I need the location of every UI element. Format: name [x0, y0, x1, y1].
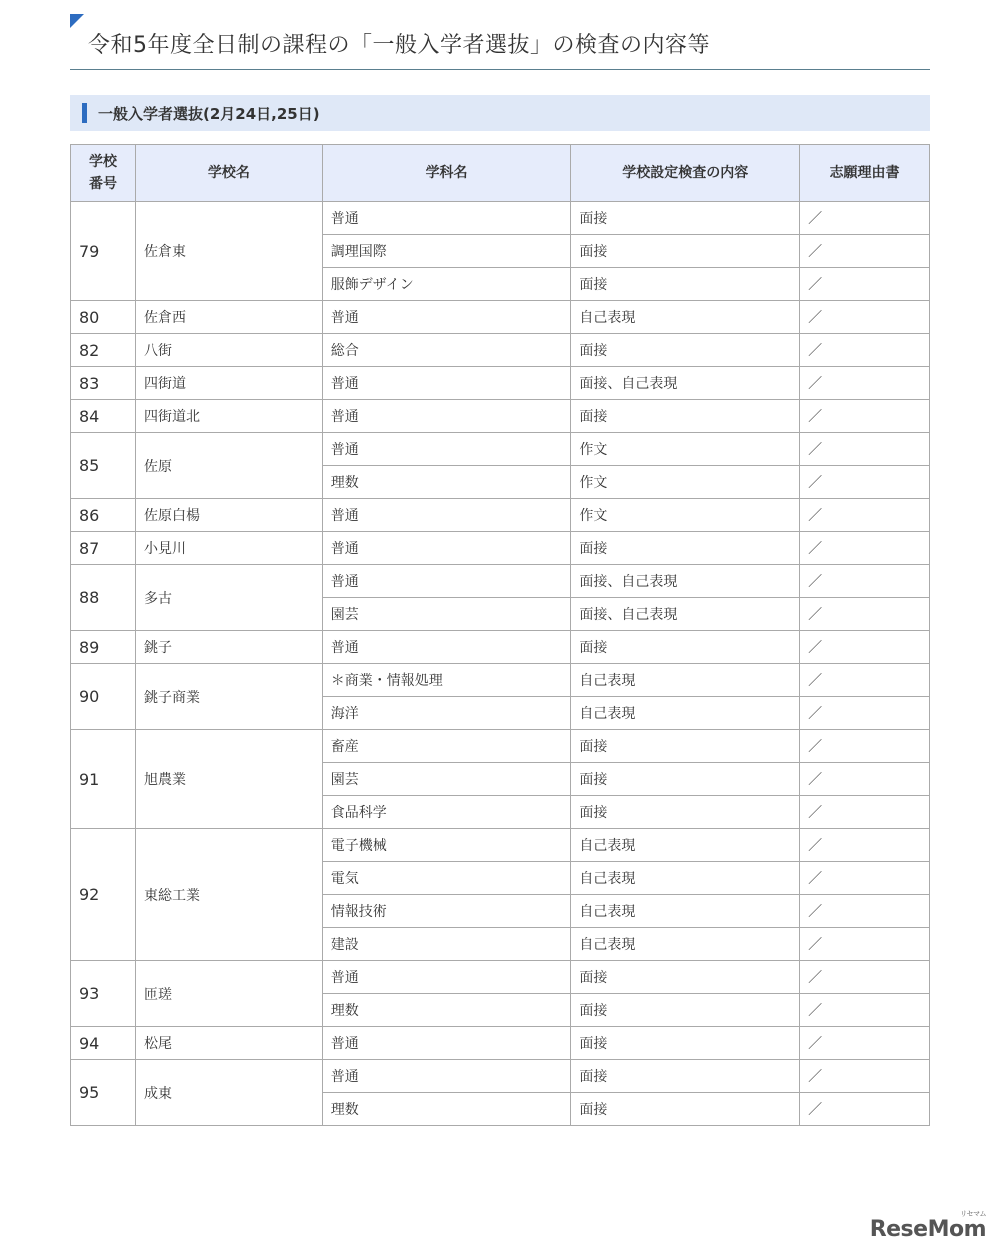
- department-name: 畜産: [322, 730, 571, 763]
- table-row: [71, 367, 930, 400]
- reason-document-na: ／: [800, 334, 930, 367]
- exam-content: 面接: [571, 763, 800, 796]
- school-name: 佐倉東: [135, 202, 322, 301]
- reason-document-na: ／: [800, 928, 930, 961]
- table-row: [71, 499, 930, 532]
- exam-content: 自己表現: [571, 301, 800, 334]
- exam-content: 面接: [571, 1060, 800, 1093]
- school-name: 松尾: [135, 1027, 322, 1060]
- exam-content: 自己表現: [571, 895, 800, 928]
- section-title: 一般入学者選抜(2月24日,25日): [98, 105, 320, 123]
- school-name: 銚子: [135, 631, 322, 664]
- reason-document-na: ／: [800, 1060, 930, 1093]
- exam-content: 自己表現: [571, 664, 800, 697]
- reason-document-na: ／: [800, 664, 930, 697]
- department-name: 理数: [322, 466, 571, 499]
- page-title: 令和5年度全日制の課程の「一般入学者選抜」の検査の内容等: [88, 33, 710, 58]
- section-header: [70, 95, 930, 131]
- exam-content: 自己表現: [571, 829, 800, 862]
- department-name: 普通: [322, 631, 571, 664]
- school-name: 佐原: [135, 433, 322, 499]
- section-bar: [82, 103, 87, 123]
- header-school-number: 学校 番号: [71, 145, 136, 202]
- exam-content: 面接: [571, 400, 800, 433]
- school-number: 84: [71, 400, 136, 433]
- exam-content: 面接、自己表現: [571, 565, 800, 598]
- department-name: 理数: [322, 1093, 571, 1126]
- table-row: [71, 202, 930, 235]
- department-name: 食品科学: [322, 796, 571, 829]
- school-number: 93: [71, 961, 136, 1027]
- department-name: 普通: [322, 433, 571, 466]
- exam-content: 作文: [571, 466, 800, 499]
- school-number: 95: [71, 1060, 136, 1126]
- reason-document-na: ／: [800, 631, 930, 664]
- reason-document-na: ／: [800, 730, 930, 763]
- school-name: 八街: [135, 334, 322, 367]
- school-number: 83: [71, 367, 136, 400]
- department-name: 総合: [322, 334, 571, 367]
- school-name: 匝瑳: [135, 961, 322, 1027]
- department-name: ＊商業・情報処理: [322, 664, 571, 697]
- exam-content: 面接: [571, 796, 800, 829]
- department-name: 普通: [322, 565, 571, 598]
- department-name: 海洋: [322, 697, 571, 730]
- header-reason-document: 志願理由書: [800, 145, 930, 202]
- table-row: [71, 631, 930, 664]
- title-divider: [70, 69, 930, 70]
- table-row: [71, 1027, 930, 1060]
- school-number: 91: [71, 730, 136, 829]
- table-row: [71, 1060, 930, 1093]
- exam-content: 面接: [571, 961, 800, 994]
- school-number: 85: [71, 433, 136, 499]
- department-name: 普通: [322, 1060, 571, 1093]
- school-name: 成東: [135, 1060, 322, 1126]
- exam-content: 自己表現: [571, 697, 800, 730]
- reason-document-na: ／: [800, 433, 930, 466]
- reason-document-na: ／: [800, 202, 930, 235]
- exam-content: 面接: [571, 994, 800, 1027]
- logo-text: ReseMom: [869, 1217, 986, 1242]
- header-department: 学科名: [322, 145, 571, 202]
- table-row: [71, 400, 930, 433]
- reason-document-na: ／: [800, 565, 930, 598]
- reason-document-na: ／: [800, 499, 930, 532]
- school-number: 80: [71, 301, 136, 334]
- school-number: 87: [71, 532, 136, 565]
- exam-content: 面接: [571, 334, 800, 367]
- header-school-name: 学校名: [135, 145, 322, 202]
- reason-document-na: ／: [800, 895, 930, 928]
- exam-content: 面接: [571, 532, 800, 565]
- school-number: 89: [71, 631, 136, 664]
- department-name: 普通: [322, 499, 571, 532]
- exam-table: [70, 144, 930, 1126]
- logo-subtext: リセマム: [960, 1210, 986, 1218]
- table-row: [71, 433, 930, 466]
- table-row: [71, 334, 930, 367]
- exam-content: 自己表現: [571, 862, 800, 895]
- reason-document-na: ／: [800, 763, 930, 796]
- school-name: 四街道: [135, 367, 322, 400]
- school-number: 79: [71, 202, 136, 301]
- school-name: 佐倉西: [135, 301, 322, 334]
- resemom-logo: [869, 1210, 986, 1242]
- reason-document-na: ／: [800, 1093, 930, 1126]
- department-name: 情報技術: [322, 895, 571, 928]
- department-name: 普通: [322, 532, 571, 565]
- department-name: 普通: [322, 1027, 571, 1060]
- school-number: 90: [71, 664, 136, 730]
- table-row: [71, 829, 930, 862]
- department-name: 電気: [322, 862, 571, 895]
- reason-document-na: ／: [800, 532, 930, 565]
- exam-content: 面接: [571, 631, 800, 664]
- table-row: [71, 301, 930, 334]
- table-row: [71, 664, 930, 697]
- table-row: [71, 532, 930, 565]
- header-exam-content: 学校設定検査の内容: [571, 145, 800, 202]
- table-header-row: [71, 145, 930, 202]
- exam-content: 面接: [571, 730, 800, 763]
- reason-document-na: ／: [800, 829, 930, 862]
- exam-content: 面接: [571, 1027, 800, 1060]
- school-name: 旭農業: [135, 730, 322, 829]
- reason-document-na: ／: [800, 268, 930, 301]
- school-name: 多古: [135, 565, 322, 631]
- department-name: 園芸: [322, 763, 571, 796]
- exam-content: 面接: [571, 235, 800, 268]
- school-name: 銚子商業: [135, 664, 322, 730]
- exam-content: 面接: [571, 268, 800, 301]
- school-name: 佐原白楊: [135, 499, 322, 532]
- reason-document-na: ／: [800, 235, 930, 268]
- exam-content: 面接: [571, 202, 800, 235]
- reason-document-na: ／: [800, 1027, 930, 1060]
- department-name: 理数: [322, 994, 571, 1027]
- reason-document-na: ／: [800, 400, 930, 433]
- department-name: 電子機械: [322, 829, 571, 862]
- exam-content: 作文: [571, 499, 800, 532]
- reason-document-na: ／: [800, 796, 930, 829]
- exam-content: 自己表現: [571, 928, 800, 961]
- department-name: 服飾デザイン: [322, 268, 571, 301]
- school-number: 82: [71, 334, 136, 367]
- department-name: 普通: [322, 301, 571, 334]
- exam-content: 面接、自己表現: [571, 367, 800, 400]
- reason-document-na: ／: [800, 367, 930, 400]
- department-name: 普通: [322, 367, 571, 400]
- department-name: 普通: [322, 961, 571, 994]
- table-row: [71, 730, 930, 763]
- table-row: [71, 961, 930, 994]
- exam-content: 面接、自己表現: [571, 598, 800, 631]
- reason-document-na: ／: [800, 466, 930, 499]
- school-name: 東総工業: [135, 829, 322, 961]
- department-name: 調理国際: [322, 235, 571, 268]
- department-name: 普通: [322, 400, 571, 433]
- reason-document-na: ／: [800, 598, 930, 631]
- school-number: 94: [71, 1027, 136, 1060]
- reason-document-na: ／: [800, 697, 930, 730]
- table-body: [71, 202, 930, 1126]
- school-number: 88: [71, 565, 136, 631]
- school-number: 92: [71, 829, 136, 961]
- exam-content: 作文: [571, 433, 800, 466]
- department-name: 普通: [322, 202, 571, 235]
- school-name: 四街道北: [135, 400, 322, 433]
- table-row: [71, 565, 930, 598]
- corner-accent: [70, 14, 84, 28]
- school-name: 小見川: [135, 532, 322, 565]
- school-number: 86: [71, 499, 136, 532]
- reason-document-na: ／: [800, 862, 930, 895]
- department-name: 園芸: [322, 598, 571, 631]
- department-name: 建設: [322, 928, 571, 961]
- reason-document-na: ／: [800, 961, 930, 994]
- reason-document-na: ／: [800, 301, 930, 334]
- reason-document-na: ／: [800, 994, 930, 1027]
- exam-content: 面接: [571, 1093, 800, 1126]
